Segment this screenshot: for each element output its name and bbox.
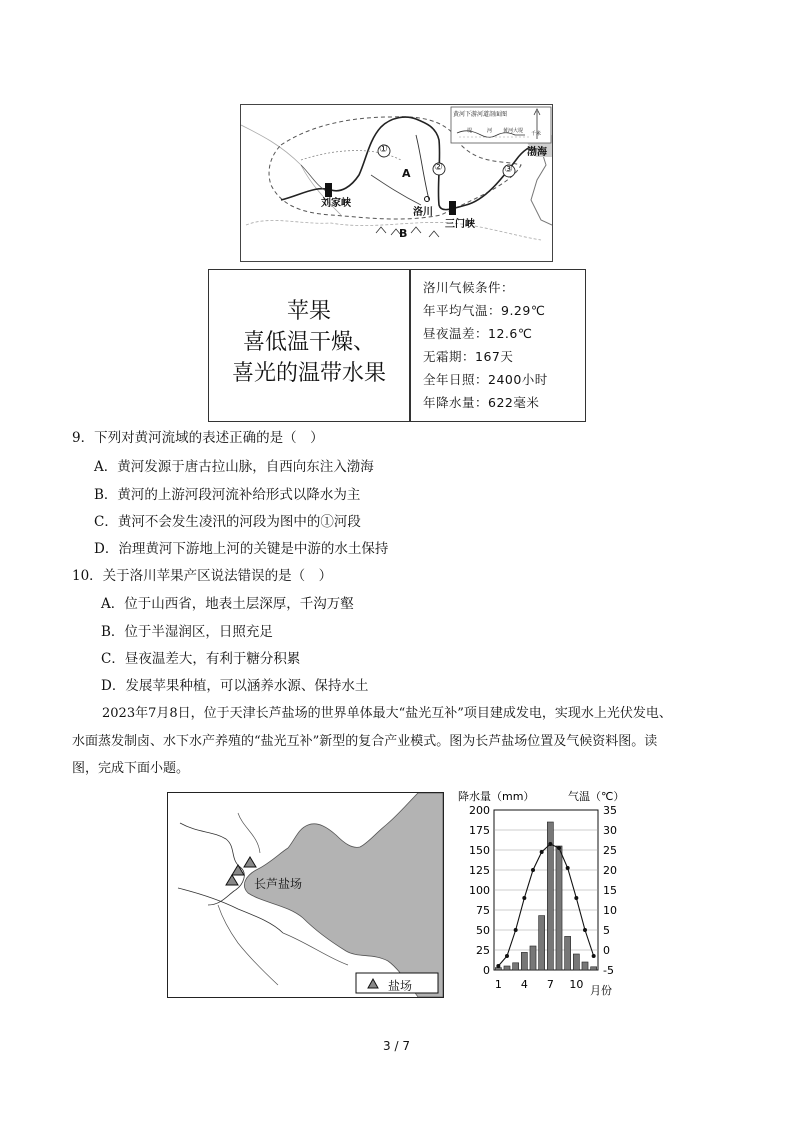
q10-option-b[interactable]: B．位于半湿润区，日照充足 [101, 624, 273, 640]
chart-temp-point [548, 842, 552, 846]
chart-precip-bar [582, 962, 588, 970]
sanmenxia-label: 三门峡 [445, 219, 475, 230]
changlu-map [167, 792, 444, 998]
apple-desc-line-1: 喜低温干燥、 [242, 330, 375, 355]
chart-x-tick-label: 1 [494, 978, 502, 991]
chart-precip-bar [591, 967, 597, 970]
climate-avg-temp: 年平均气温：9.29℃ [423, 303, 546, 318]
chart-precip-bar [504, 966, 510, 970]
passage-line-3: 图，完成下面小题。 [72, 761, 190, 776]
chart-precip-bar [556, 846, 562, 970]
changlu-map-drawing [168, 793, 443, 997]
marker-2: ② [434, 162, 443, 173]
q9-option-b[interactable]: B．黄河的上游河段河流补给形式以降水为主 [94, 487, 361, 503]
q9-stem: 9．下列对黄河流域的表述正确的是（ ） [72, 430, 324, 446]
liujiaxia-label: 刘家峡 [321, 198, 351, 209]
q10-option-a[interactable]: A．位于山西省，地表土层深厚，千沟万壑 [101, 596, 354, 612]
inset-label-levee: 堤 [467, 128, 473, 134]
chart-right-tick-label: 0 [603, 944, 610, 957]
q9-option-a[interactable]: A．黄河发源于唐古拉山脉，自西向东注入渤海 [94, 459, 374, 475]
q9-option-c[interactable]: C．黄河不会发生凌汛的河段为图中的①河段 [94, 514, 361, 530]
chart-precip-bar [513, 963, 519, 970]
chart-precip-bar [565, 936, 571, 970]
climate-chart [450, 786, 640, 1000]
luochuan-label: 洛川 [413, 207, 433, 218]
q10-option-d[interactable]: D．发展苹果种植，可以涵养水源、保持水土 [101, 678, 369, 694]
chart-precip-bar [521, 952, 527, 970]
chart-left-tick-label: 175 [469, 824, 490, 837]
chart-right-tick-label: 10 [603, 904, 617, 917]
chart-temp-point [574, 896, 578, 900]
chart-right-tick-label: 30 [603, 824, 617, 837]
chart-left-tick-label: 0 [483, 964, 490, 977]
chart-x-tick-label: 7 [546, 978, 554, 991]
chart-temp-point [522, 896, 526, 900]
chart-right-tick-label: 15 [603, 884, 617, 897]
climate-title: 洛川气候条件： [423, 280, 515, 295]
inset-scale: 千米 [531, 131, 542, 137]
climate-box [410, 269, 586, 422]
chart-left-tick-label: 150 [469, 844, 490, 857]
region-b-label: B [399, 227, 408, 240]
chart-x-tick-label: 4 [520, 978, 528, 991]
chart-right-tick-label: 35 [603, 804, 617, 817]
chart-temp-point [583, 928, 587, 932]
chart-left-tick-label: 25 [476, 944, 490, 957]
legend-label: 盐场 [388, 979, 413, 993]
apple-box [208, 269, 410, 422]
yellow-river-map [240, 104, 553, 262]
marker-3: ③ [504, 164, 513, 175]
sanmenxia-dam-icon [449, 201, 456, 215]
q10-option-c[interactable]: C．昼夜温差大，有利于糖分积累 [101, 651, 301, 667]
chart-temp-point [514, 928, 518, 932]
chart-right-tick-label: -5 [603, 964, 614, 977]
chart-right-axis-title: 气温（℃） [568, 790, 625, 803]
chart-temp-point [592, 954, 596, 958]
chart-temp-point [496, 964, 500, 968]
chart-temp-point [566, 866, 570, 870]
chart-left-tick-label: 50 [476, 924, 490, 937]
climate-precipitation: 年降水量：622毫米 [423, 395, 540, 410]
chart-right-tick-label: 25 [603, 844, 617, 857]
chart-precip-bar [539, 916, 545, 970]
chart-left-tick-label: 125 [469, 864, 490, 877]
inset-title: 黄河下游河道剖面图 [453, 111, 508, 118]
chart-temp-point [505, 954, 509, 958]
inset-label-dike: 黄河大堤 [503, 128, 524, 134]
page-number: 3 / 7 [383, 1039, 410, 1053]
climate-chart-svg [450, 786, 640, 1000]
climate-sunshine: 全年日照：2400小时 [423, 372, 548, 387]
inset-label-river: 河 [487, 128, 493, 134]
chart-right-tick-label: 5 [603, 924, 610, 937]
chart-temp-point [557, 846, 561, 850]
climate-diurnal-range: 昼夜温差：12.6℃ [423, 326, 533, 341]
changlu-label: 长芦盐场 [254, 877, 303, 891]
chart-left-tick-label: 75 [476, 904, 490, 917]
passage-line-1: 2023年7月8日，位于天津长芦盐场的世界单体最大“盐光互补”项目建成发电，实现水上光伏发电、 [102, 706, 672, 721]
q10-stem: 10．关于洛川苹果产区说法错误的是（ ） [72, 568, 333, 584]
chart-left-axis-title: 降水量（mm） [458, 790, 535, 803]
passage-line-2: 水面蒸发制卤、水下水产养殖的“盐光互补”新型的复合产业模式。图为长芦盐场位置及气候资料图。读 [72, 734, 658, 749]
chart-temp-point [540, 850, 544, 854]
chart-x-unit: 月份 [590, 984, 612, 997]
q9-option-d[interactable]: D．治理黄河下游地上河的关键是中游的水土保持 [94, 541, 389, 557]
marker-1: ① [379, 144, 388, 155]
chart-precip-bar [573, 954, 579, 970]
apple-title: 苹果 [286, 299, 331, 324]
apple-desc-line-2: 喜光的温带水果 [231, 361, 386, 386]
bohai-label: 渤海 [527, 147, 547, 158]
chart-temp-line [498, 844, 593, 966]
chart-temp-point [531, 868, 535, 872]
chart-precip-bar [530, 946, 536, 970]
climate-frost-free: 无霜期：167天 [423, 349, 514, 364]
chart-left-tick-label: 200 [469, 804, 490, 817]
chart-left-tick-label: 100 [469, 884, 490, 897]
region-a-label: A [402, 167, 411, 180]
chart-right-tick-label: 20 [603, 864, 617, 877]
chart-x-tick-label: 10 [569, 978, 584, 991]
